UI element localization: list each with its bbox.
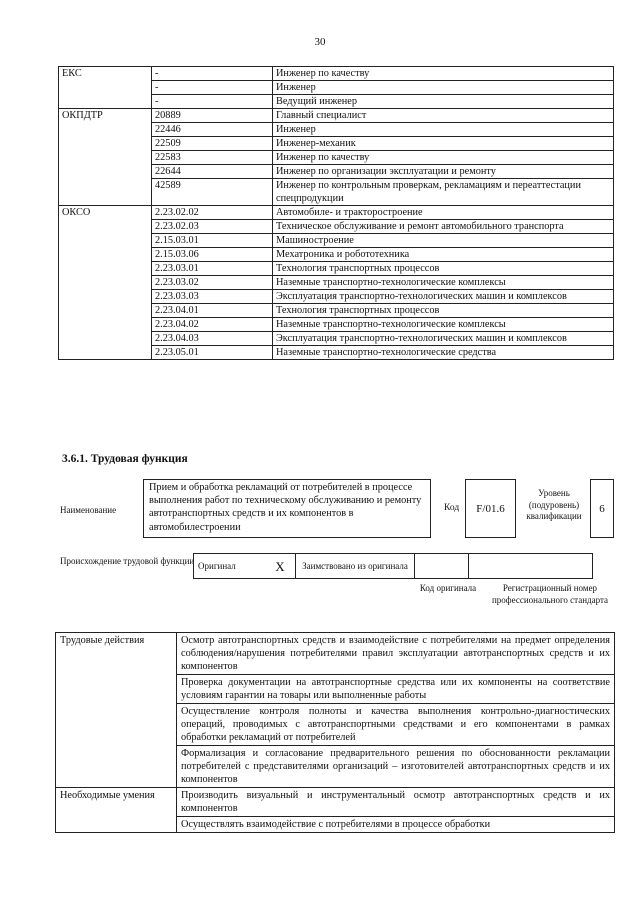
classification-row [59, 109, 614, 123]
skill-label: Необходимые умения [56, 788, 177, 833]
code-label: Код [444, 503, 460, 513]
qualification-level-value: 6 [590, 479, 614, 538]
original-mark: X [265, 554, 296, 579]
classification-code: 2.23.02.02 [152, 206, 273, 220]
classification-name: Автомобиле- и тракторостроение [273, 206, 614, 220]
classification-group: ОКПДТР [59, 109, 152, 206]
classification-name: Машиностроение [273, 234, 614, 248]
classification-code: - [152, 67, 273, 81]
actions-row [56, 788, 615, 817]
classification-name: Инженер по контрольным проверкам, рекламациям и переаттестации спецпродукции [273, 179, 614, 206]
borrowed-label: Заимствовано из оригинала [296, 554, 415, 579]
classification-code: 22509 [152, 137, 273, 151]
code-original-cell [415, 554, 469, 579]
classification-code: 2.23.04.01 [152, 304, 273, 318]
labor-action-item: Осуществление контроля полноты и качества выполнения контрольно-диагностических операций, проводимых с автотранспортными средствами и его компонентами в рамках обработки рекламаций от потребителей [177, 704, 615, 746]
classification-name: Инженер по качеству [273, 151, 614, 165]
classification-code: 2.23.04.02 [152, 318, 273, 332]
classification-name: Наземные транспортно-технологические комплексы [273, 276, 614, 290]
classification-code: 2.15.03.06 [152, 248, 273, 262]
classification-code: 2.23.03.02 [152, 276, 273, 290]
classification-code: 2.23.03.01 [152, 262, 273, 276]
classification-name: Главный специалист [273, 109, 614, 123]
original-label: Оригинал [194, 554, 266, 579]
classification-name: Наземные транспортно-технологические средства [273, 346, 614, 360]
function-name-value: Прием и обработка рекламаций от потребителей в процессе выполнения работ по техническому обслуживанию и ремонту автотранспортных средств и их компонентов в автомобилестроении [143, 479, 431, 538]
classification-name: Инженер-механик [273, 137, 614, 151]
section-title: 3.6.1. Трудовая функция [62, 453, 188, 465]
classification-code: 2.23.05.01 [152, 346, 273, 360]
classification-name: Наземные транспортно-технологические комплексы [273, 318, 614, 332]
origin-table [193, 553, 593, 579]
classification-code: 22446 [152, 123, 273, 137]
classification-code: - [152, 95, 273, 109]
labor-action-label: Трудовые действия [56, 633, 177, 788]
labor-action-item: Проверка документации на автотранспортные средства или их компоненты на соответствие условиям гарантии на товары или выполненные работы [177, 675, 615, 704]
classification-name: Технология транспортных процессов [273, 262, 614, 276]
classification-group: ОКСО [59, 206, 152, 360]
classification-code: 42589 [152, 179, 273, 206]
classification-name: Технология транспортных процессов [273, 304, 614, 318]
classification-code: 22644 [152, 165, 273, 179]
classification-code: 2.15.03.01 [152, 234, 273, 248]
classification-code: 22583 [152, 151, 273, 165]
qualification-level-label: Уровень (подуровень) квалификации [526, 488, 582, 521]
classification-name: Эксплуатация транспортно-технологических машин и комплексов [273, 332, 614, 346]
classification-code: 2.23.03.03 [152, 290, 273, 304]
reg-number-cell [469, 554, 593, 579]
classification-name: Ведущий инженер [273, 95, 614, 109]
classification-name: Эксплуатация транспортно-технологических машин и комплексов [273, 290, 614, 304]
labor-action-item: Осмотр автотранспортных средств и взаимодействие с потребителями на предмет определения соблюдения/нарушения потребителями правил эксплуатации автотранспортных средств и их компонентов [177, 633, 615, 675]
classification-code: 20889 [152, 109, 273, 123]
skill-item: Производить визуальный и инструментальный осмотр автотранспортных средств и их компонентов [177, 788, 615, 817]
labor-action-item: Формализация и согласование предварительного решения по обоснованности рекламации потребителей с представителями организаций – изготовителей автотранспортных средств и их компонентов [177, 746, 615, 788]
reg-number-label: Регистрационный номер профессионального стандарта [491, 583, 609, 605]
actions-row [56, 633, 615, 675]
name-label: Наименование [60, 505, 117, 515]
page-number: 30 [314, 36, 326, 48]
classification-name: Инженер по организации эксплуатации и ремонту [273, 165, 614, 179]
classification-code: 2.23.02.03 [152, 220, 273, 234]
origin-label: Происхождение трудовой функции [60, 556, 195, 566]
actions-table [55, 632, 615, 833]
skill-item: Осуществлять взаимодействие с потребителями в процессе обработки [177, 817, 615, 833]
classification-code: 2.23.04.03 [152, 332, 273, 346]
classification-group: ЕКС [59, 67, 152, 109]
classification-name: Мехатроника и робототехника [273, 248, 614, 262]
classification-row [59, 67, 614, 81]
function-code-value: F/01.6 [465, 479, 516, 538]
code-original-label: Код оригинала [419, 583, 477, 593]
classification-table [58, 66, 614, 360]
classification-name: Инженер [273, 81, 614, 95]
classification-code: - [152, 81, 273, 95]
classification-name: Инженер по качеству [273, 67, 614, 81]
classification-row [59, 206, 614, 220]
classification-name: Инженер [273, 123, 614, 137]
classification-name: Техническое обслуживание и ремонт автомобильного транспорта [273, 220, 614, 234]
